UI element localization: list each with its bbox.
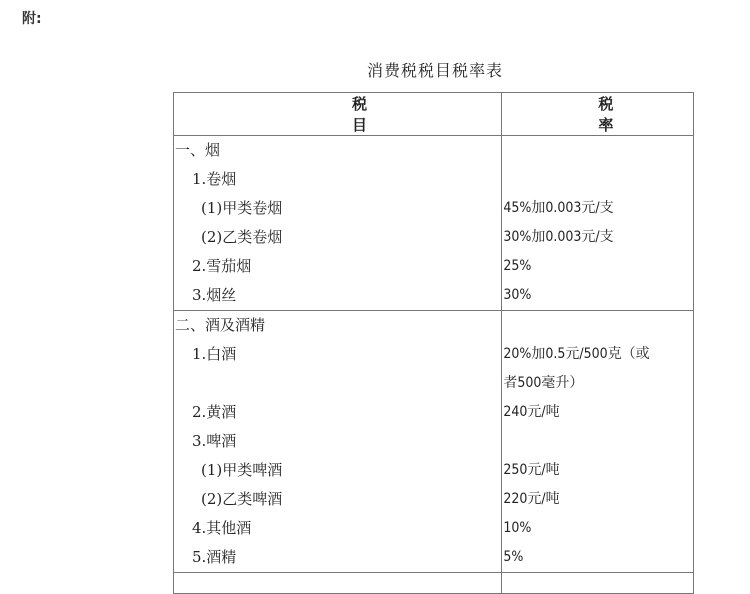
item-line: 3.烟丝 bbox=[192, 286, 237, 304]
rate-line: 240元/吨 bbox=[503, 404, 560, 420]
rate-cell bbox=[502, 136, 694, 311]
rate-line bbox=[502, 427, 693, 456]
header-rate: 税率 bbox=[502, 93, 694, 136]
rate-line bbox=[502, 311, 693, 340]
table-title: 消费税税目税率表 bbox=[366, 61, 503, 80]
item-cell bbox=[174, 136, 502, 311]
rate-line: 45%加0.003元/支 bbox=[503, 200, 614, 216]
item-line: 1.卷烟 bbox=[192, 170, 237, 188]
table-header-row bbox=[174, 93, 694, 136]
item-cell bbox=[174, 573, 502, 594]
item-line: (1)甲类卷烟 bbox=[201, 199, 283, 217]
item-line: 二、酒及酒精 bbox=[175, 316, 266, 334]
rate-cell bbox=[502, 573, 694, 594]
table-row bbox=[174, 136, 694, 311]
item-cell bbox=[174, 311, 502, 573]
rate-line: 者500毫升） bbox=[503, 375, 584, 391]
item-line: (2)乙类卷烟 bbox=[201, 228, 283, 246]
table-row bbox=[174, 311, 694, 573]
item-line: (1)甲类啤酒 bbox=[201, 461, 283, 479]
item-line: 4.其他酒 bbox=[192, 519, 252, 537]
item-line: 3.啤酒 bbox=[192, 432, 237, 450]
item-line: 一、烟 bbox=[175, 141, 221, 159]
rate-line bbox=[502, 165, 693, 194]
attachment-label: 附: bbox=[22, 11, 42, 27]
header-item: 税目 bbox=[174, 93, 502, 136]
rate-line: 250元/吨 bbox=[503, 462, 560, 478]
item-line: 2.黄酒 bbox=[192, 403, 237, 421]
item-line bbox=[174, 369, 501, 398]
item-line: 2.雪茄烟 bbox=[192, 257, 252, 275]
rate-line: 10% bbox=[503, 520, 532, 536]
rate-line: 20%加0.5元/500克（或 bbox=[503, 346, 650, 362]
rate-line: 5% bbox=[503, 549, 524, 565]
rate-line bbox=[502, 136, 693, 165]
rate-cell bbox=[502, 311, 694, 573]
tax-rate-table bbox=[173, 92, 694, 594]
item-line: 5.酒精 bbox=[192, 548, 237, 566]
rate-line: 25% bbox=[503, 258, 532, 274]
rate-line: 30% bbox=[503, 287, 532, 303]
table-row-partial bbox=[174, 573, 694, 594]
rate-line: 30%加0.003元/支 bbox=[503, 229, 614, 245]
item-line: (2)乙类啤酒 bbox=[201, 490, 283, 508]
item-line: 1.白酒 bbox=[192, 345, 237, 363]
rate-line: 220元/吨 bbox=[503, 491, 560, 507]
